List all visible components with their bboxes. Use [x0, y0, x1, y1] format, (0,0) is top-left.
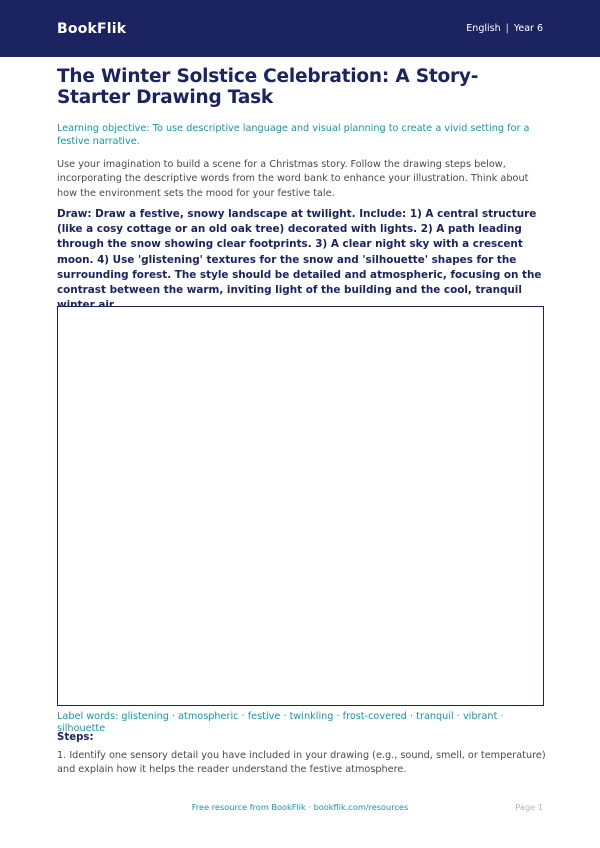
- drawing-area[interactable]: [57, 306, 544, 706]
- header-bar: [0, 0, 600, 57]
- subject-year-label: [466, 23, 543, 34]
- drawing-task-instructions: Draw: Draw a festive, snowy landscape at twilight. Include: 1) A central structure (like a cosy cottage or an old oak tree) decorated with lights. 2) A path leading through the snow showing clear footprints. 3) A clear night sky with a crescent moon. 4) Use 'glistening' textures for the snow and 'silhouette' shapes for the surrounding forest. The style should be detailed and atmospheric, focusing on the contrast between the warm, inviting light of the building and the cool, tranquil: [57, 208, 542, 297]
- separator: |: [505, 23, 509, 34]
- year-label: Year 6: [513, 23, 543, 34]
- brand-logo-text[interactable]: BookFlik: [57, 20, 127, 37]
- footer-credit[interactable]: Free resource from BookFlik · bookflik.com/resources: [191, 802, 409, 812]
- learning-objective: Learning objective: To use descriptive language and visual planning to create a vivid setting for a festive narrative.: [57, 123, 530, 147]
- page-number: Page 1: [515, 802, 543, 812]
- subject-label: English: [466, 23, 501, 34]
- intro-paragraph: Use your imagination to build a scene for a Christmas story. Follow the drawing steps below, incorporating the descriptive words from the word bank to enhance your illustration. Think about how the environment sets the mood for your festive tale.: [57, 159, 529, 199]
- page-title: The Winter Solstice Celebration: A Story-Starter Drawing Task: [57, 66, 479, 108]
- label-word-bank: Label words: glistening · atmospheric · festive · twinkling · frost-covered · tranquil · vibrant · silhouette: [57, 711, 504, 734]
- step-item: 1. Identify one sensory detail you have included in your drawing (e.g., sound, smell, or temperature) and explain how it helps the reader understand the festive atmosphere.: [57, 750, 546, 776]
- steps-heading: Steps:: [57, 732, 94, 743]
